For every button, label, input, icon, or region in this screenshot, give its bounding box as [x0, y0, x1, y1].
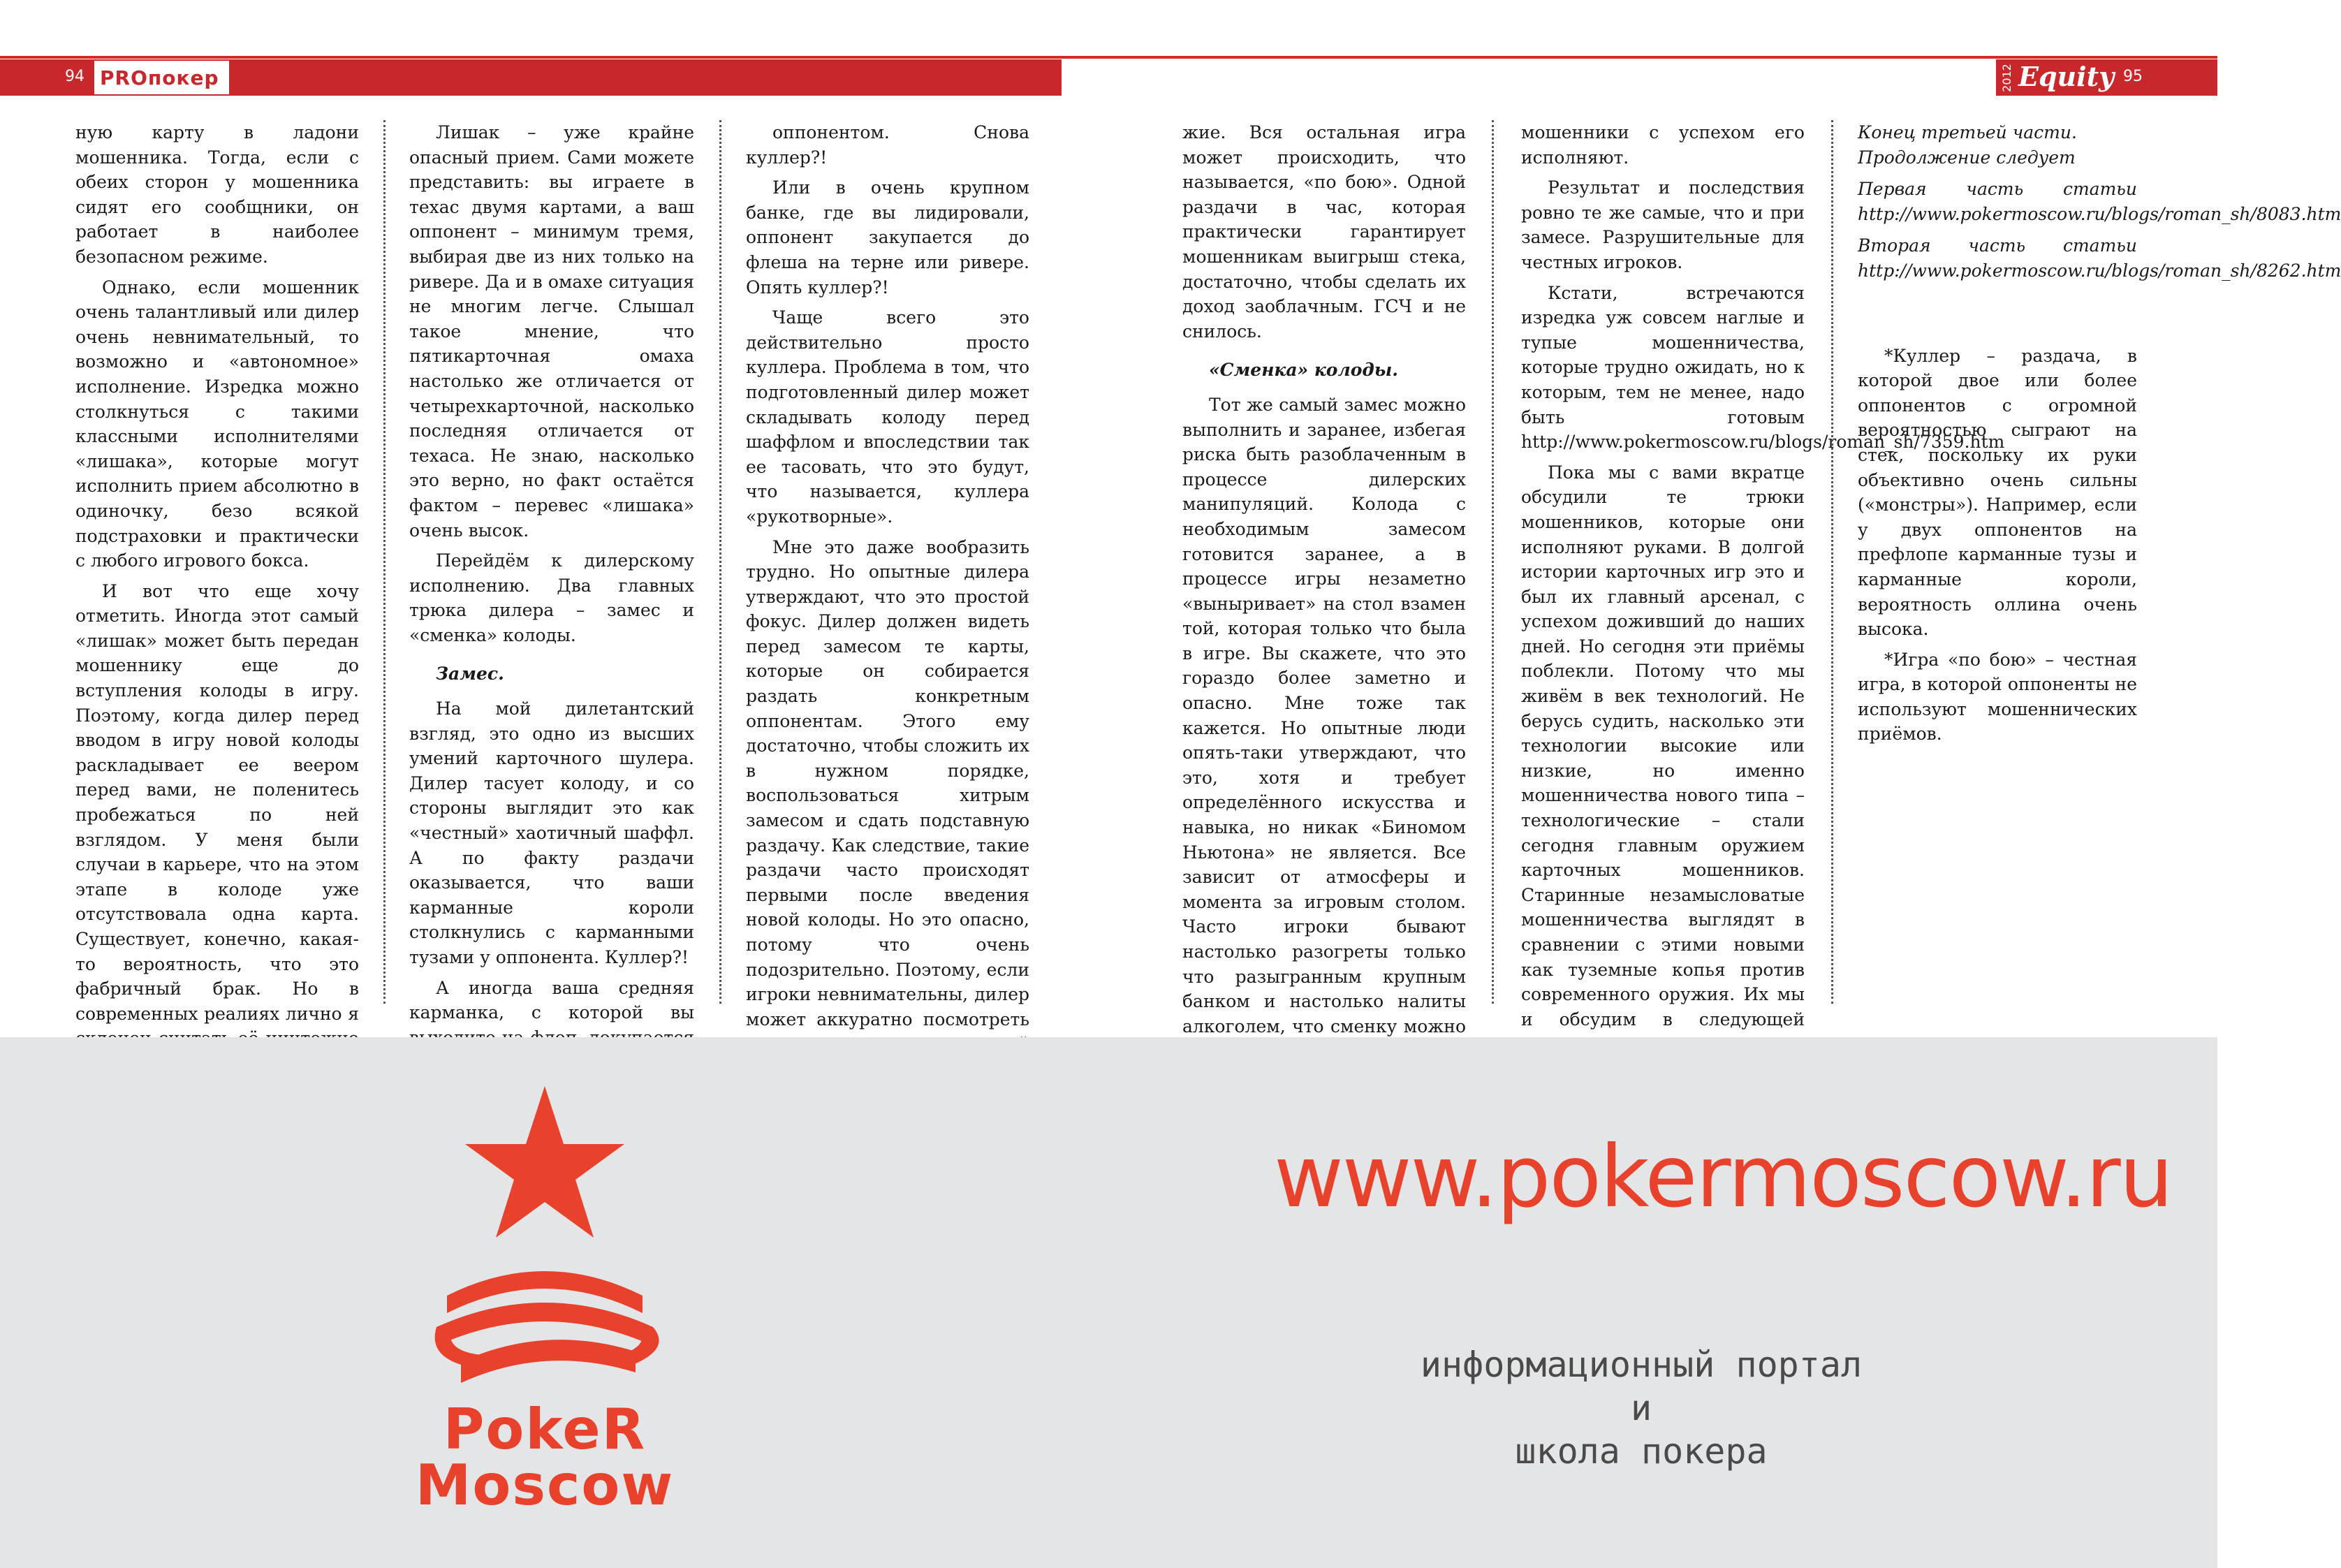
left-page-header: [0, 59, 1062, 96]
rubric-title: PROпокер: [94, 61, 229, 94]
paragraph: оппонентом. Снова куллер?!: [746, 122, 1029, 168]
footnote: *Куллер – раздача, в которой двое или более оппонентов с огромной вероятностью сыграют на стек, поскольку их руки объективно очень сильны («монстры»). Например, если у двух оппонентов на префлопе карманные тузы и карманные короли, вероятность оллина очень высока.: [1858, 345, 2137, 640]
rubric-label: [94, 61, 304, 94]
link-part-2: Вторая часть статьи http://www.pokermoscow.ru/blogs/roman_sh/8262.htm: [1858, 235, 2341, 281]
tagline-line: информационный портал: [1420, 1344, 1863, 1385]
section-heading: Замес.: [436, 664, 504, 684]
right-page-number: 95: [2123, 68, 2143, 85]
article-column-4: [1182, 120, 1466, 1168]
article-column-3: [746, 120, 1029, 1167]
end-note: Конец третьей части.: [1858, 122, 2077, 142]
header-top-rule: [0, 56, 2217, 59]
pokermoscow-ad-banner: [0, 1037, 2217, 1568]
paragraph: Результат и последствия ровно те же самые, что и при замесе. Разрушительные для честных игроков.: [1521, 177, 1805, 272]
article-column-6: [1858, 120, 2341, 752]
pokermoscow-logo: [398, 1086, 691, 1519]
paragraph: Чаще всего это действительно просто куллера. Проблема в том, что подготовленный дилер может складывать колоду перед шаффлом и впоследствии так ее тасовать, что это будут, что называется, куллера «рукотворные».: [746, 307, 1029, 527]
paragraph: Мне это даже вообразить трудно. Но опытные дилера утверждают, что это простой фокус. Дилер должен видеть перед замесом те карты, которые он собирается раздать конкретным оппонентам. Этого ему достаточно, чтобы сложить их в нужном порядке, воспользоваться хитрым замесом и сдать подставную раздачу. Как следствие, такие раздачи часто происходят первыми после введения новой колоды. Но это опасно, потому что очень подозрительно. Поэтому, если игроки невнимательны, дилер может аккуратно посмотреть: [746, 536, 1029, 1030]
paragraph: ную карту в ладони мошенника. Тогда, если с обеих сторон у мошенника сидят его сообщники, он работает в наиболее безопасном режиме.: [75, 122, 359, 267]
paragraph: Кстати, встречаются изредка уж совсем наглые и тупые мошенничества, которые трудно ожидать, но к которым, тем не менее, надо быть готовым http://www.pokermoscow.ru/blogs/roman_sh/7359.htm: [1521, 282, 2005, 453]
paragraph: Однако, если мошенник очень талантливый или дилер очень невнимательный, то возможно и «автономное» исполнение. Изредка можно столкнуться с такими классными исполнителями «лишака», которые могут исполнить прием абсолютно в одиночку, безо всякой подстраховки и практически с любого игрового бокса.: [75, 277, 359, 571]
tagline-line: и: [1630, 1388, 1652, 1428]
column-divider: [719, 120, 721, 1004]
logo-wordmark-poker: PokeR: [443, 1397, 647, 1462]
ad-website-url[interactable]: www.pokermoscow.ru: [1274, 1127, 2172, 1226]
section-heading: «Сменка» колоды.: [1209, 360, 1398, 381]
paragraph: Перейдём к дилерскому исполнению. Два главных трюка дилера – замес и «сменка» колоды.: [409, 550, 694, 645]
column-divider: [1831, 120, 1833, 1004]
paragraph: Лишак – уже крайне опасный прием. Сами можете представить: вы играете в техас двумя картами, а ваш оппонент – минимум тремя, выбирая две из них только на ривере. Да и в омахе ситуация не многим легче. Слышал такое мнение, что пятикарточная омаха настолько же отличается от четырехкарточной, насколько последняя отличается от техаса. Не знаю, насколько это верно, но факт остаётся фактом – перевес «лишака» очень высок.: [409, 122, 694, 541]
article-column-1: [75, 120, 359, 1131]
column-divider: [1492, 120, 1494, 1004]
ad-tagline: [1327, 1343, 1955, 1473]
paragraph: А иногда ваша средняя карманка, с которой вы: [409, 977, 694, 1023]
paragraph: Тот же самый замес можно выполнить и заранее, избегая риска быть разоблаченным в процессе дилерских манипуляций. Колода с необходимым замесом готовится заранее, а в процессе игры незаметно «выныривает» на стол взамен той, которая только что была в игре. Вы скажете, что это гораздо более заметно и опасно. Мне тоже так кажется. Но опытные люди опять-таки утверждают, что это, хотя и требует определённого искусства и навыка, но никак «Биномом Ньютона» не является. Все зависит от атмосферы и момента за игровым столом. Часто игроки бывают настолько разогреты только что разыгранным крупным банком и настолько налиты алкоголем, что сменку можно: [1182, 394, 1466, 1036]
article-column-2: [409, 120, 694, 1130]
footnote: *Игра «по бою» – честная игра, в которой оппоненты не используют мошеннических приёмов.: [1858, 649, 2137, 745]
left-page-number: 94: [65, 68, 85, 85]
magazine-logo: Equity: [2018, 61, 2115, 92]
paragraph: Пока мы с вами вкратце обсудили те трюки мошенников, которые они исполняют руками. В долгой истории карточных игр это и был их главный арсенал, с успехом доживший до наших дней. Но сегодня эти приёмы поблекли. Потому что мы живём в век технологий. Не берусь судить, насколько эти технологии высокие или низкие, но именно мошенничества нового типа – технологические – стали сегодня главным оружием карточных мошенников. Старинные незамысловатые мошенничества выглядят в сравнении с этими новыми как туземные копья против современного оружия. Их мы и обсудим в следующей: [1521, 462, 1805, 1030]
issue-year: 2012: [1999, 63, 2013, 92]
paragraph: Или в очень крупном банке, где вы лидировали, оппонент закупается до флеша на терне или ривере. Опять куллер?!: [746, 177, 1029, 298]
paragraph: На мой дилетантский взгляд, это одно из высших умений карточного шулера. Дилер тасует колоду, и со стороны выглядит это как «честный» хаотичный шаффл. А по факту раздачи оказывается, что ваши карманные короли столкнулись с карманными тузами у оппонента. Куллер?!: [409, 698, 694, 967]
tagline-line: школа покера: [1515, 1431, 1768, 1472]
column-divider: [383, 120, 386, 1004]
paragraph: жие. Вся остальная игра может происходить, что называется, «по бою». Одной раздачи в час, которая практически гарантирует мошенникам выигрыш стека, достаточно, чтобы сделать их доход заоблачным. ГСЧ и не снилось.: [1182, 122, 1466, 342]
paragraph: мошенники с успехом его исполняют.: [1521, 122, 1805, 168]
paragraph: И вот что еще хочу отметить. Иногда этот самый «лишак» может быть передан мошеннику еще до вступления колоды в игру. Поэтому, когда дилер перед вводом в игру новой колоды раскладывает ее веером перед вами, не поленитесь пробежаться по ней взглядом. У меня были случаи в карьере, что на этом этапе в колоде уже отсутствовала одна карта. Существует, конечно, какая-то вероятность, что это фабричный брак. Но в современных реалиях лично я: [75, 580, 359, 1024]
right-page-header: [1996, 59, 2217, 96]
end-note: Продолжение следует: [1858, 147, 2076, 168]
logo-wordmark-moscow: Moscow: [415, 1453, 675, 1518]
link-part-1: Первая часть статьи http://www.pokermoscow.ru/blogs/roman_sh/8083.htm: [1858, 179, 2341, 224]
star-tower-icon: [398, 1086, 691, 1393]
